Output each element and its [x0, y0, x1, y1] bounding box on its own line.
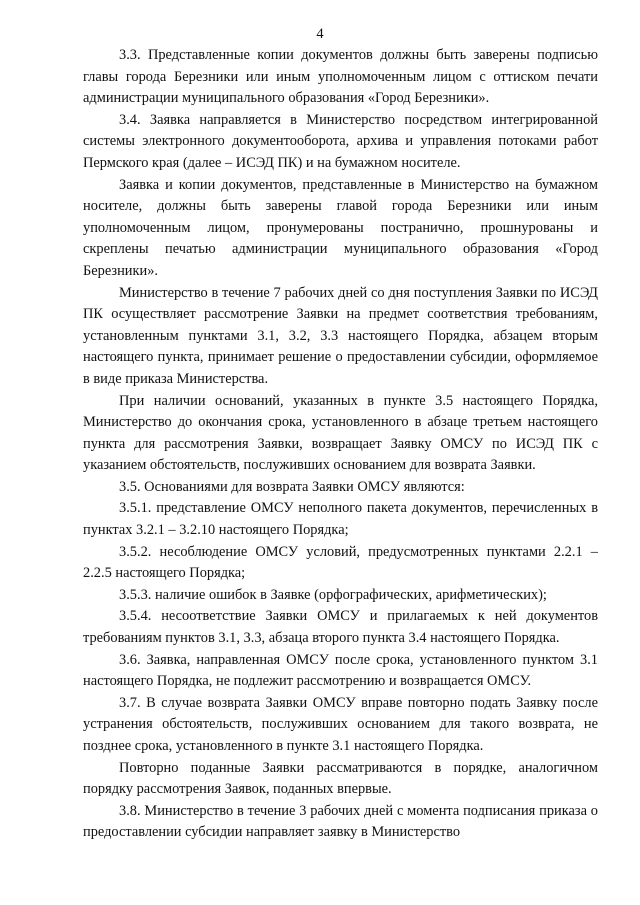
document-body: [83, 45, 598, 844]
page-number: 4: [316, 26, 324, 42]
paragraph-3-5-2: 3.5.2. несоблюдение ОМСУ условий, предусмотренных пунктами 2.2.1 – 2.2.5 настоящего Порядка;: [83, 543, 598, 582]
paragraph-3-5-1: 3.5.1. представление ОМСУ неполного пакета документов, перечисленных в пунктах 3.2.1 – 3.2.10 настоящего Порядка;: [83, 500, 598, 539]
paragraph-review-period: Министерство в течение 7 рабочих дней со дня поступления Заявки по ИСЭД ПК осуществляет рассмотрение Заявки на предмет соответствия требованиям, установленным пунктами 3.1, 3.2, 3.3 настоящего Порядка, абзацем вторым настоящего пункта, принимает решение о предоставлении субсидии, оформляемое в виде приказа Министерства.: [83, 284, 598, 387]
paragraph-3-7: 3.7. В случае возврата Заявки ОМСУ вправе повторно подать Заявку после устранения обстоятельств, послуживших основанием для такого возврата, не позднее срока, установленного в пункте 3.1 настоящего Порядка.: [83, 694, 598, 754]
paragraph-3-3: 3.3. Представленные копии документов должны быть заверены подписью главы города Березники или иным уполномоченным лицом с оттиском печати администрации муниципального образования «Город Березники».: [83, 47, 598, 107]
paragraph-3-4: 3.4. Заявка направляется в Министерство посредством интегрированной системы электронного документооборота, архива и управления потоками работ Пермского края (далее – ИСЭД ПК) и на бумажном носителе.: [83, 111, 598, 171]
paragraph-3-5-4: 3.5.4. несоответствие Заявки ОМСУ и прилагаемых к ней документов требованиям пунктов 3.1, 3.3, абзаца второго пункта 3.4 настоящего Порядка.: [83, 608, 598, 647]
paragraph-3-5-3: 3.5.3. наличие ошибок в Заявке (орфографических, арифметических);: [119, 586, 547, 603]
paragraph-3-5: 3.5. Основаниями для возврата Заявки ОМСУ являются:: [119, 478, 465, 495]
paragraph-3-8: 3.8. Министерство в течение 3 рабочих дней с момента подписания приказа о предоставлении субсидии направляет заявку в Министерство: [83, 802, 598, 841]
paragraph-paper-copies: Заявка и копии документов, представленные в Министерство на бумажном носителе, должны быть заверены главой города Березники или иным уполномоченным лицом, пронумерованы постранично, прошнурованы и скреплены печатью администрации муниципального образования «Город Березники».: [83, 176, 598, 279]
paragraph-3-6: 3.6. Заявка, направленная ОМСУ после срока, установленного пунктом 3.1 настоящего Порядка, не подлежит рассмотрению и возвращается ОМСУ.: [83, 651, 598, 690]
paragraph-return-grounds-intro: При наличии оснований, указанных в пункте 3.5 настоящего Порядка, Министерство до окончания срока, установленного в абзаце третьем настоящего пункта для рассмотрения Заявки, возвращает Заявку ОМСУ по ИСЭД ПК с указанием обстоятельств, послуживших основанием для возврата Заявки.: [83, 392, 598, 474]
paragraph-resubmitted: Повторно поданные Заявки рассматриваются в порядке, аналогичном порядку рассмотрения Заявок, поданных впервые.: [83, 759, 598, 798]
